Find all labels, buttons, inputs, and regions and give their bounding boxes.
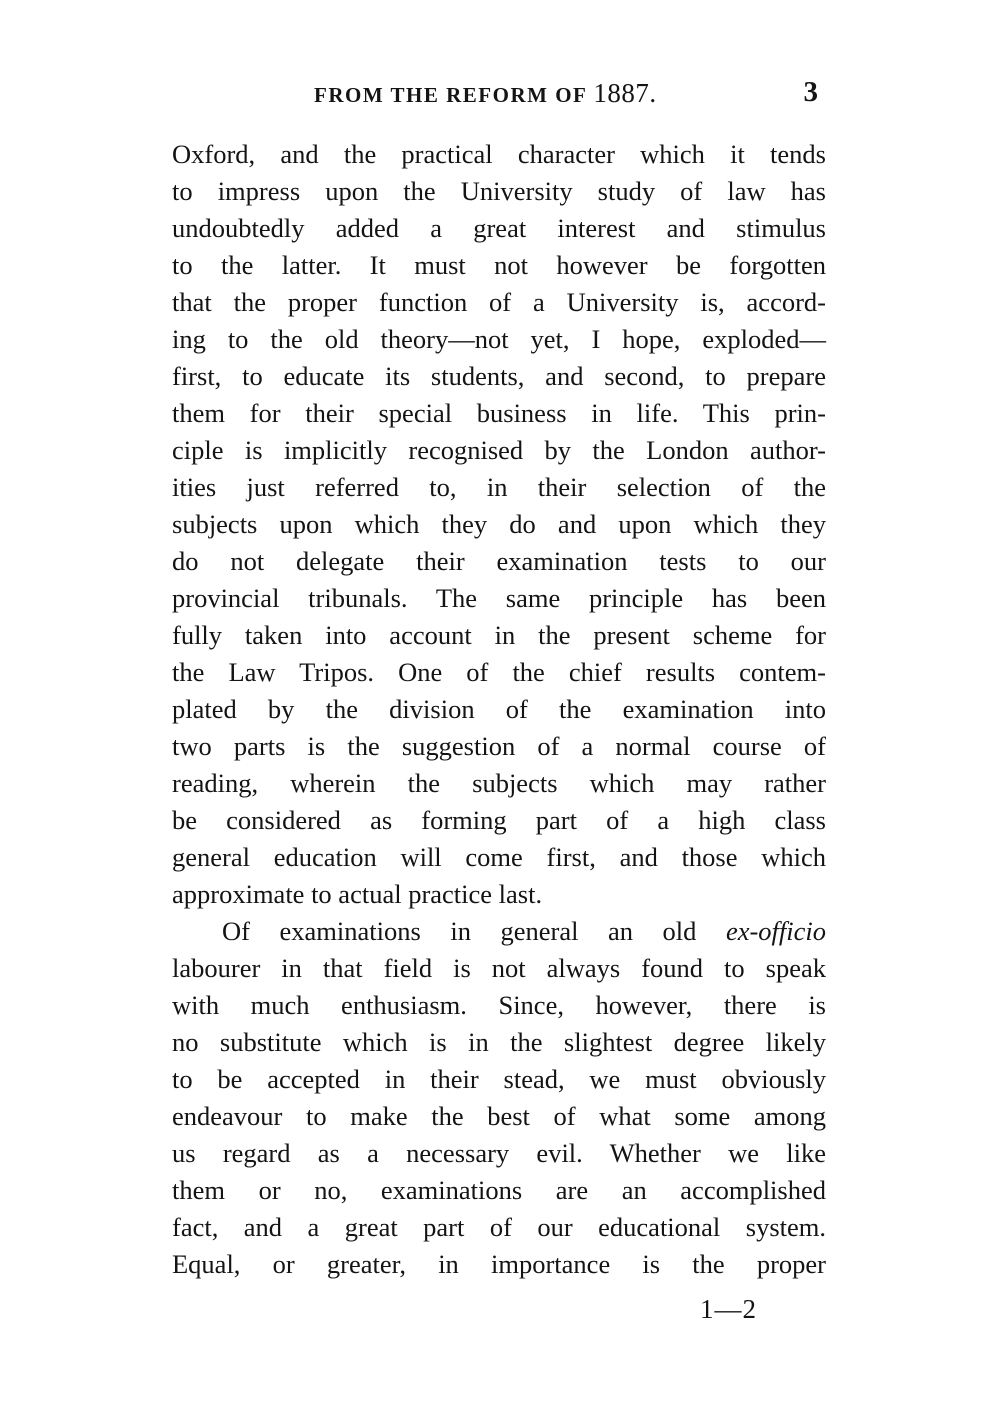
text-line: to impress upon the University study of law has (172, 176, 826, 206)
running-title-year: 1887. (593, 78, 657, 108)
text-line: that the proper function of a University is, accord- (172, 287, 826, 317)
text-line: endeavour to make the best of what some among (172, 1101, 826, 1131)
text-line: reading, wherein the subjects which may rather (172, 768, 826, 798)
text-line-start: Of examinations in general an old (222, 916, 697, 946)
text-line: the Law Tripos. One of the chief results contem- (172, 657, 826, 687)
text-line: them or no, examinations are an accomplished (172, 1175, 826, 1205)
signature-mark: 1—2 (700, 1294, 757, 1324)
text-line: fully taken into account in the present scheme for (172, 620, 826, 650)
paragraph-2 (172, 913, 826, 1283)
running-head (172, 78, 824, 114)
text-line-first (172, 913, 826, 950)
text-line: do not delegate their examination tests to our (172, 546, 826, 576)
text-line: us regard as a necessary evil. Whether we like (172, 1138, 826, 1168)
text-line: to be accepted in their stead, we must obviously (172, 1064, 826, 1094)
text-line: undoubtedly added a great interest and stimulus (172, 213, 826, 243)
text-line: them for their special business in life. This prin- (172, 398, 826, 428)
text-line: approximate to actual practice last. (172, 879, 543, 909)
text-line: Oxford, and the practical character which it tends (172, 139, 826, 169)
text-line: with much enthusiasm. Since, however, there is (172, 990, 826, 1020)
text-line: ciple is implicitly recognised by the London author- (172, 435, 826, 465)
body-text (172, 136, 826, 1283)
text-line: to the latter. It must not however be forgotten (172, 250, 826, 280)
text-line: no substitute which is in the slightest degree likely (172, 1027, 826, 1057)
text-line: be considered as forming part of a high class (172, 805, 826, 835)
text-line: provincial tribunals. The same principle has been (172, 583, 826, 613)
text-line: Equal, or greater, in importance is the proper (172, 1249, 826, 1279)
text-line: fact, and a great part of our educational system. (172, 1212, 826, 1242)
text-line: labourer in that field is not always found to speak (172, 953, 826, 983)
running-title-text: FROM THE REFORM OF (314, 83, 587, 107)
text-line: subjects upon which they do and upon which they (172, 509, 826, 539)
paragraph-1 (172, 136, 826, 913)
text-line: ities just referred to, in their selection of the (172, 472, 826, 502)
text-line: plated by the division of the examination into (172, 694, 826, 724)
text-line: first, to educate its students, and second, to prepare (172, 361, 826, 391)
text-line: ing to the old theory—not yet, I hope, exploded— (172, 324, 826, 354)
page-number: 3 (803, 76, 818, 108)
italic-term: ex-officio (725, 916, 826, 946)
text-line: two parts is the suggestion of a normal course of (172, 731, 826, 761)
running-title (314, 78, 657, 109)
text-line: general education will come first, and those which (172, 842, 826, 872)
